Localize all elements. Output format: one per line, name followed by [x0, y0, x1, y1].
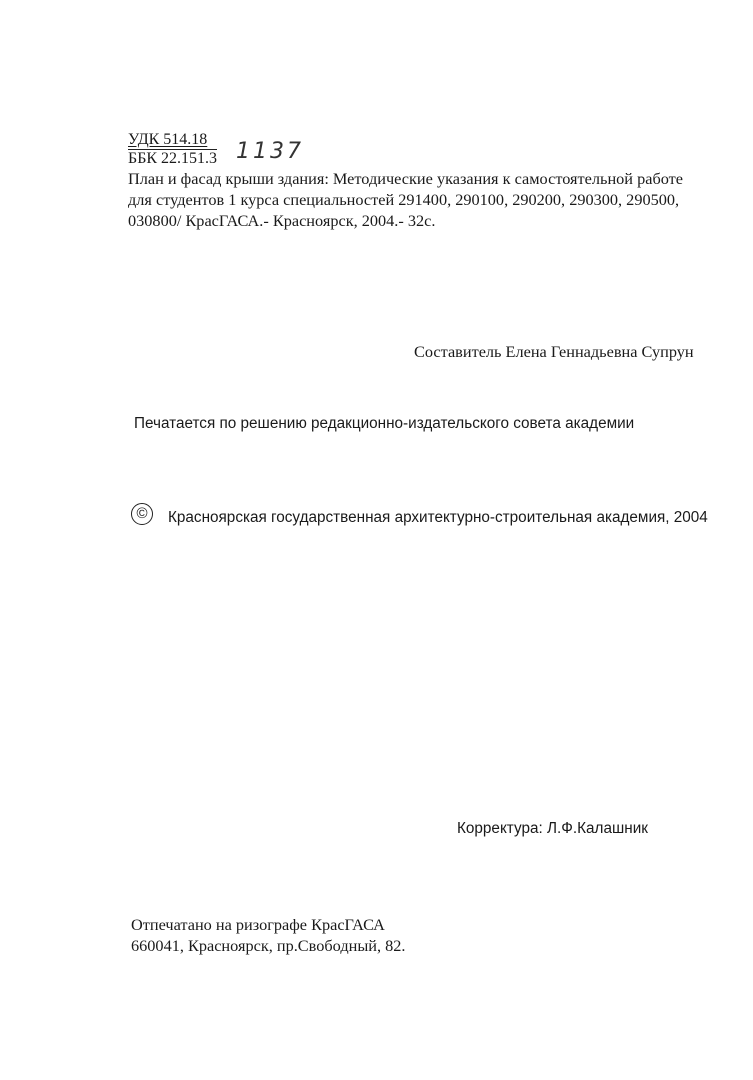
- imprint-line: Отпечатано на ризографе КрасГАСА: [131, 915, 385, 934]
- publication-note: Печатается по решению редакционно-издательского совета академии: [134, 415, 635, 432]
- biblio-line: План и фасад крыши здания: Методические указания к самостоятельной работе: [128, 169, 683, 188]
- biblio-line: для студентов 1 курса специальностей 291400, 290100, 290200, 290300, 290500,: [128, 190, 680, 209]
- corrector-line: Корректура: Л.Ф.Калашник: [457, 820, 648, 837]
- bbk-code: [128, 149, 217, 168]
- copyright-icon: ©: [131, 503, 153, 525]
- bibliographic-description: [128, 168, 720, 231]
- udk-text: УДК 514.18: [128, 131, 208, 148]
- handwritten-number: 1137: [236, 139, 304, 164]
- imprint-line: 660041, Красноярск, пр.Свободный, 82.: [131, 936, 406, 955]
- udk-code: [128, 131, 207, 149]
- copyright-text: Красноярская государственная архитектурно-строительная академия, 2004: [168, 509, 708, 526]
- biblio-line: 030800/ КрасГАСА.- Красноярск, 2004.- 32с.: [128, 211, 436, 230]
- compiler-line: Составитель Елена Геннадьевна Супрун: [414, 342, 694, 361]
- imprint: [131, 914, 405, 956]
- bbk-text: ББК 22.151.3: [128, 150, 218, 167]
